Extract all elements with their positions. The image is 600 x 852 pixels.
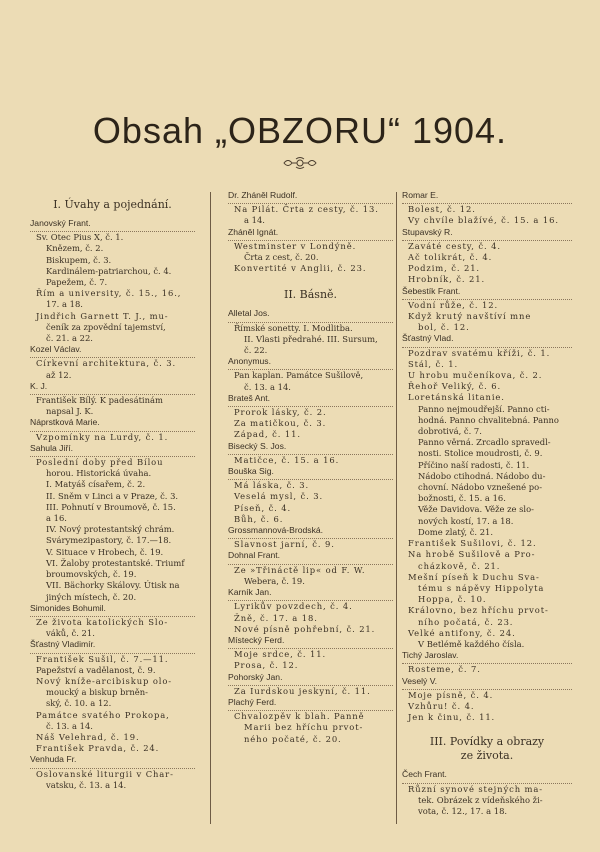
author-block (402, 650, 572, 675)
entry-line: Na Pilát. Črta z cesty, č. 13. (234, 204, 379, 215)
author-block (30, 381, 195, 418)
author-name: Anonymus. (228, 356, 393, 370)
entry-line: I. Matyáš císařem, č. 2. (46, 479, 146, 490)
author-name: Šťastný Vladimír. (30, 639, 195, 653)
entry-line: ního počatá, č. 23. (418, 616, 514, 627)
entry-line: bol, č. 12. (418, 322, 470, 333)
entry-line: Hrobník, č. 21. (408, 274, 486, 285)
entry-line: Za matičkou, č. 3. (234, 418, 327, 429)
entry-line: Má láska, č. 3. (234, 480, 310, 491)
column-divider (396, 192, 397, 824)
entry-line: Řehoř Veliký, č. 6. (408, 381, 502, 392)
entry-line: Papežem, č. 7. (46, 277, 108, 288)
author-block (30, 754, 195, 791)
author-block (228, 466, 393, 525)
author-block (30, 417, 195, 442)
author-name: Karník Jan. (228, 587, 393, 601)
entry-line: Biskupem, č. 3. (46, 254, 112, 265)
entry-line: Církevní architektura, č. 3. (36, 358, 177, 369)
entry-line: Slavnost jarní, č. 9. (234, 539, 335, 550)
entry-line: Mešní píseň k Duchu Sva- (408, 571, 540, 582)
author-block (228, 441, 393, 466)
author-name: Kozel Václav. (30, 344, 195, 358)
author-name: Zháněl Ignát. (228, 227, 393, 241)
entry-line: Nádobo ctihodná. Nádobo du- (418, 470, 546, 481)
entry-line: VI. Žaloby protestantské. Triumf (46, 557, 185, 568)
entry-line: Píseň, č. 4. (234, 502, 292, 513)
entry-line: horou. Historická úvaha. (46, 468, 152, 479)
page-title: Obsah „OBZORU“ 1904. (92, 110, 508, 151)
entry-line: vatsku, č. 13. a 14. (46, 779, 127, 790)
entry-line: František Pravda, č. 24. (36, 743, 160, 754)
author-name: Stupavský R. (402, 227, 572, 241)
entry-line: Prosa, č. 12. (234, 660, 299, 671)
author-block (228, 356, 393, 393)
author-name: Veselý V. (402, 676, 572, 690)
section-heading-line: III. Povídky a obrazy (429, 735, 545, 749)
entry-line: V Betlémě každého čísla. (418, 638, 525, 649)
entry-line: 17. a 18. (46, 299, 83, 310)
entry-line: hodná. Panno chvalitebná. Panno (418, 414, 559, 425)
author-name: Venhuda Fr. (30, 754, 195, 768)
entry-line: až 12. (46, 369, 72, 380)
entry-line: Kardinálem-patriarchou, č. 4. (46, 265, 172, 276)
author-block (402, 769, 572, 817)
author-name: Náprstková Marie. (30, 417, 195, 431)
entry-line: František Bílý. K padesátinám (36, 395, 163, 406)
author-list (228, 190, 393, 274)
entry-line: Jindřich Garnett T. J., mu- (36, 310, 169, 321)
author-block (228, 393, 393, 441)
entry-line: Bolest, č. 12. (408, 204, 476, 215)
entry-line: Konvertité v Anglii, č. 23. (234, 263, 367, 274)
entry-line: Chvalozpěv k blah. Panně (234, 711, 365, 722)
entry-line: Črta z cest, č. 20. (244, 252, 319, 263)
entry-line: Prorok lásky, č. 2. (234, 407, 327, 418)
author-block (228, 587, 393, 635)
section-heading: II. Básně. (283, 288, 338, 302)
entry-line: tek. Obrázek z vídeňského ži- (418, 794, 543, 805)
entry-line: Dome zlatý, č. 21. (418, 526, 494, 537)
entry-line: Webera, č. 19. (244, 575, 305, 586)
entry-line: Rosteme, č. 7. (408, 664, 481, 675)
entry-line: božnosti, č. 15. a 16. (418, 493, 506, 504)
entry-line: Panno věrná. Zrcadlo spravedl- (418, 437, 551, 448)
entry-line: Pozdrav svatému kříži, č. 1. (408, 347, 551, 358)
entry-line: Matičce, č. 15. a 16. (234, 454, 340, 465)
entry-line: Veselá mysl, č. 3. (234, 491, 324, 502)
author-name: Sahula Jiří. (30, 443, 195, 457)
entry-line: tému s nápěvy Hippolyta (418, 582, 545, 593)
entry-line: vota, č. 12., 17. a 18. (418, 805, 508, 816)
author-block (228, 697, 393, 745)
entry-line: Zaváté cesty, č. 4. (408, 240, 501, 251)
author-name: K. J. (30, 381, 195, 395)
entry-line: Loretánská litanie. (408, 392, 505, 403)
entry-line: moucký a biskup brněn- (46, 687, 148, 698)
entry-line: broumovských, č. 19. (46, 569, 137, 580)
author-name: Alletal Jos. (228, 308, 393, 322)
entry-line: Na hrobě Sušilově a Pro- (408, 549, 536, 560)
entry-line: nových kostí, 17. a 18. (418, 515, 514, 526)
author-name: Janovský Frant. (30, 218, 195, 232)
author-block (402, 676, 572, 724)
entry-line: dobrotivá, č. 7. (418, 426, 482, 437)
entry-line: Jen k činu, č. 11. (408, 712, 496, 723)
author-name: Čech Frant. (402, 769, 572, 783)
author-block (30, 344, 195, 381)
entry-line: Památce svatého Prokopa, (36, 709, 170, 720)
section-heading: I. Úvahy a pojednání. (53, 198, 172, 211)
author-block (402, 227, 572, 286)
author-name: Romar E. (402, 190, 572, 204)
author-name: Plachý Ferd. (228, 697, 393, 711)
entry-line: Žně, č. 17. a 18. (234, 612, 318, 623)
entry-line: Římské sonetty. I. Modlitba. (234, 322, 353, 333)
entry-line: Marii bez hříchu prvot- (244, 722, 364, 733)
column-3 (402, 190, 572, 817)
author-name: Grossmannová-Brodská. (228, 525, 393, 539)
author-name: Bisecký S. Jos. (228, 441, 393, 455)
author-block (30, 603, 195, 640)
entry-line: a 14. (244, 215, 265, 226)
author-block (228, 227, 393, 275)
entry-line: II. Sněm v Linci a v Praze, č. 3. (46, 490, 179, 501)
author-block (30, 639, 195, 754)
author-name: Pohorský Jan. (228, 672, 393, 686)
author-name: Brateš Ant. (228, 393, 393, 407)
author-block (228, 190, 393, 227)
author-block (30, 218, 195, 344)
entry-line: č. 22. (244, 345, 268, 356)
entry-line: Když krutý navštíví mne (408, 311, 532, 322)
entry-line: ného počaté, č. 20. (244, 733, 342, 744)
author-block (228, 525, 393, 550)
entry-line: III. Pohnutí v Broumově, č. 15. (46, 501, 176, 512)
author-list (228, 308, 393, 744)
entry-line: Velké antifony, č. 24. (408, 627, 516, 638)
section-heading (402, 735, 572, 763)
entry-line: Papežství a vadělanost, č. 9. (36, 664, 156, 675)
author-block (228, 672, 393, 697)
entry-line: František Sušil, č. 7.—11. (36, 653, 169, 664)
entry-line: Vzpomínky na Lurdy, č. 1. (36, 431, 169, 442)
entry-line: Královno, bez hříchu prvot- (408, 605, 549, 616)
author-block (30, 443, 195, 603)
author-name: Šťastný Vlad. (402, 333, 572, 347)
entry-line: Západ, č. 11. (234, 429, 301, 440)
entry-line: Věže Davidova. Věže ze slo- (418, 504, 534, 515)
entry-line: Vzhůru! č. 4. (408, 700, 475, 711)
entry-line: U hrobu mučeníkova, č. 2. (408, 370, 543, 381)
entry-line: Moje písně, č. 4. (408, 689, 494, 700)
entry-line: č. 21. a 22. (46, 333, 93, 344)
entry-line: Náš Velehrad, č. 19. (36, 731, 140, 742)
entry-line: Sv. Otec Pius X, č. 1. (36, 232, 124, 243)
author-block (402, 333, 572, 650)
column-divider (210, 192, 211, 824)
entry-line: napsal J. K. (46, 406, 94, 417)
entry-line: Vodní růže, č. 12. (408, 299, 499, 310)
entry-line: Vy chvíle blažívé, č. 15. a 16. (408, 215, 559, 226)
entry-line: Pan kaplan. Památce Sušilově, (234, 370, 364, 381)
entry-line: II. Vlasti předrahé. III. Sursum, (244, 333, 378, 344)
entry-line: Lyrikův povzdech, č. 4. (234, 601, 353, 612)
entry-line: Poslední doby před Bílou (36, 457, 164, 468)
entry-line: Knězem, č. 2. (46, 243, 104, 254)
entry-line: nosti. Stolice moudrosti, č. 9. (418, 448, 543, 459)
entry-line: Různí synové stejných ma- (408, 783, 544, 794)
entry-line: Ze »Třináctě lip« od F. W. (234, 564, 366, 575)
entry-line: Příčino naší radosti, č. 11. (418, 459, 530, 470)
entry-line: Za Iurdskou jeskyní, č. 11. (234, 685, 371, 696)
entry-line: Hoppa, č. 10. (418, 594, 487, 605)
entry-line: Bůh, č. 6. (234, 513, 284, 524)
author-list (402, 769, 572, 817)
author-name: Šebestík Frant. (402, 286, 572, 300)
author-name: Simonides Bohumil. (30, 603, 195, 617)
author-block (228, 635, 393, 672)
entry-line: IV. Nový protestantský chrám. (46, 524, 175, 535)
entry-line: č. 13. a 14. (46, 720, 93, 731)
entry-line: V. Situace v Hrobech, č. 19. (46, 546, 164, 557)
author-name: Dohnal Frant. (228, 550, 393, 564)
entry-line: Řím a university, č. 15., 16., (36, 288, 182, 299)
entry-line: čeník za zpovědní tajemství, (46, 321, 166, 332)
ornament-icon (282, 156, 318, 170)
author-block (402, 286, 572, 334)
entry-line: chovní. Nádobo vznešené po- (418, 482, 543, 493)
section-heading-line: ze života. (460, 749, 514, 763)
author-block (402, 190, 572, 227)
entry-line: Svárymezipastory, č. 17.—18. (46, 535, 172, 546)
author-name: Bouška Sig. (228, 466, 393, 480)
entry-line: Stál, č. 1. (408, 358, 459, 369)
author-name: Dr. Zháněl Rudolf. (228, 190, 393, 204)
entry-line: František Sušilovi, č. 12. (408, 538, 537, 549)
entry-line: Nový kníže-arcibiskup olo- (36, 675, 173, 686)
entry-line: Oslovanské liturgii v Char- (36, 768, 174, 779)
author-name: Místecký Ferd. (228, 635, 393, 649)
author-list (402, 190, 572, 723)
entry-line: váků, č. 21. (46, 628, 95, 639)
column-2 (228, 190, 393, 745)
entry-line: Nové písně pohřební, č. 21. (234, 623, 376, 634)
entry-line: ský, č. 10. a 12. (46, 698, 112, 709)
entry-line: a 16. (46, 513, 67, 524)
entry-line: č. 13. a 14. (244, 381, 291, 392)
entry-line: Ze života katolických Slo- (36, 616, 169, 627)
entry-line: jiných místech, č. 20. (46, 591, 137, 602)
entry-line: Moje srdce, č. 11. (234, 649, 327, 660)
author-block (228, 308, 393, 356)
entry-line: Panno nejmoudřejší. Panno cti- (418, 403, 550, 414)
author-name: Tichý Jaroslav. (402, 650, 572, 664)
entry-line: Podzim, č. 21. (408, 263, 480, 274)
column-1 (30, 190, 195, 791)
author-list (30, 218, 195, 791)
entry-line: Ač tolikrát, č. 4. (408, 252, 493, 263)
author-block (228, 550, 393, 587)
entry-line: VII. Bächorky Skálovy. Útisk na (46, 580, 180, 591)
entry-line: Westminster v Londýně. (234, 240, 357, 251)
entry-line: cházkově, č. 21. (418, 560, 501, 571)
